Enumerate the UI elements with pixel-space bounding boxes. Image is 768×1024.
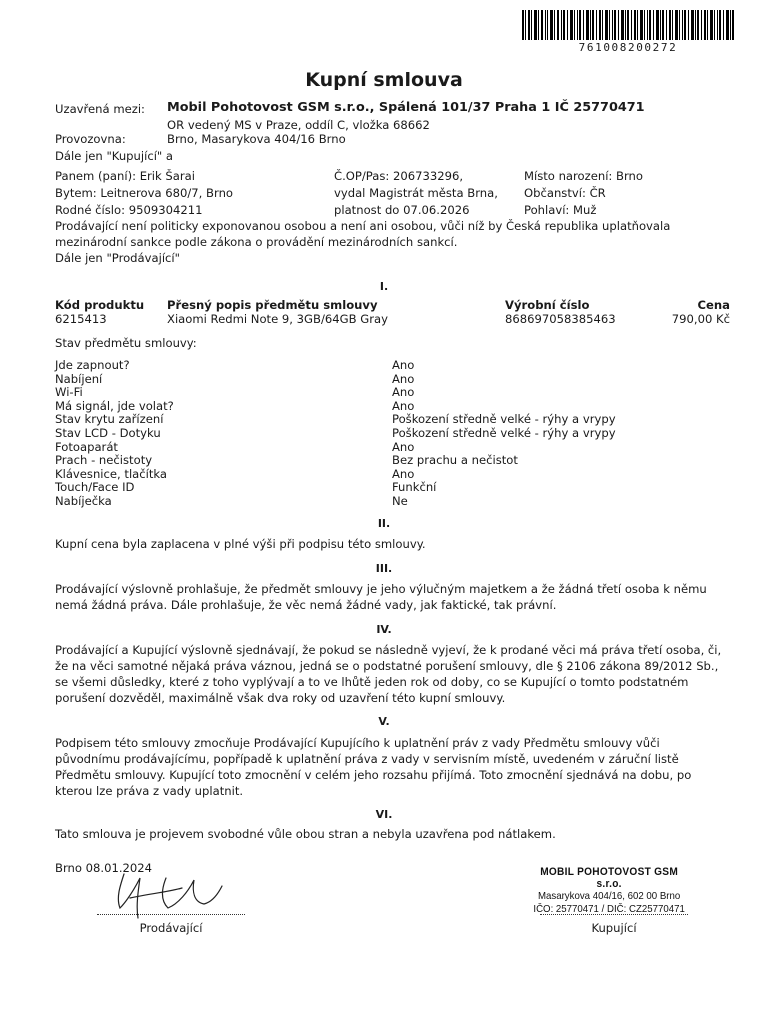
- seller-signature-line: [97, 914, 245, 915]
- condition-value: Ano: [392, 385, 415, 400]
- paragraph-6: Tato smlouva je projevem svobodné vůle obou stran a nebyla uzavřena pod nátlakem.: [55, 827, 556, 841]
- condition-label: Má signál, jde volat?: [55, 398, 174, 413]
- condition-row: [0, 454, 768, 468]
- seller-name: Panem (paní): Erik Šarai: [55, 169, 195, 183]
- political-declaration: Prodávající není politicky exponovanou osobou a není ani osobou, vůči níž by Česká republika uplatňovala mezinárodní sankce podle zákona o provádění mezinárodních sankcí.: [55, 219, 671, 249]
- condition-row: [0, 373, 768, 387]
- condition-label: Klávesnice, tlačítka: [55, 466, 168, 481]
- branch-value: Brno, Masarykova 404/16 Brno: [167, 132, 346, 146]
- seller-address: Bytem: Leitnerova 680/7, Brno: [55, 186, 234, 200]
- seller-signature: [108, 868, 243, 924]
- barcode: [522, 10, 734, 40]
- condition-label: Stav LCD - Dotyku: [55, 426, 161, 440]
- section-heading-6: VI.: [375, 808, 393, 821]
- place-date: Brno 08.01.2024: [55, 861, 153, 875]
- register-line: OR vedený MS v Praze, oddíl C, vložka 68662: [167, 118, 430, 132]
- section-heading-4: IV.: [376, 623, 392, 636]
- buyer-signature-line: [540, 914, 688, 915]
- seller-label: Prodávající: [139, 921, 203, 935]
- company-line: Mobil Pohotovost GSM s.r.o., Spálená 101/37 Praha 1 IČ 25770471: [167, 100, 645, 115]
- th-product-code: Kód produktu: [55, 298, 145, 312]
- condition-label: Nabíjení: [55, 371, 103, 386]
- paragraph-2: Kupní cena byla zaplacena v plné výši při podpisu této smlouvy.: [55, 537, 426, 551]
- stamp-company: MOBIL POHOTOVOST GSM s.r.o.: [540, 866, 679, 890]
- condition-value: Ano: [392, 358, 415, 372]
- seller-birth-number: Rodné číslo: 9509304211: [55, 203, 203, 217]
- condition-label: Fotoaparát: [55, 439, 118, 454]
- condition-value: Bez prachu a nečistot: [392, 453, 518, 468]
- td-description: Xiaomi Redmi Note 9, 3GB/64GB Gray: [167, 312, 388, 326]
- condition-value: Ano: [392, 371, 415, 386]
- condition-row: [0, 481, 768, 495]
- condition-row: [0, 495, 768, 509]
- section-heading-2: II.: [377, 517, 391, 530]
- paragraph-4: Prodávající a Kupující výslovně sjednávají, že pokud se následně vyjeví, že k prodané věci má práva třetí osoba, či, že na věci samotné nějaká práva váznou, jedná se o podstatné porušení smlouvy, dle § 2106 zákona 89/2012 Sb., se všemi důsledky, které z toho vyplývají a to ve lhůtě jeden rok od doby, co se Kupující o tomto podstatném porušení dozvěděl, maximálně však dva roky od uzavření této kupní smlouvy.: [55, 643, 722, 705]
- td-price: 790,00 Kč: [671, 312, 730, 326]
- condition-value: Ano: [392, 466, 415, 481]
- section-heading-5: V.: [378, 715, 390, 728]
- th-price: Cena: [697, 298, 730, 312]
- td-product-code: 6215413: [55, 312, 107, 326]
- company-stamp: [530, 866, 688, 916]
- paragraph-3: Prodávající výslovně prohlašuje, že předmět smlouvy je jeho výlučným majetkem a že žádná třetí osoba k němu nemá žádná práva. Dále prohlašuje, že věc nemá žádné vady, jak faktické, tak právní.: [55, 582, 707, 612]
- condition-row: [0, 441, 768, 455]
- stamp-ids: IČO: 25770471 / DIČ: CZ25770471: [533, 903, 685, 915]
- condition-label: Stav krytu zařízení: [55, 412, 164, 427]
- td-serial-number: 868697058385463: [505, 312, 616, 326]
- condition-row: [0, 413, 768, 427]
- condition-value: Ano: [392, 398, 415, 413]
- paragraph-5: Podpisem této smlouvy zmocňuje Prodávající Kupujícího k uplatnění práv z vady Předmětu smlouvy vůči původnímu prodávajícímu, popřípadě k uplatnění práva z vady v servisním místě, uvedeném v záruční listě Předmětu smlouvy. Kupující toto zmocnění v celém jeho rozsahu přijímá. Toto zmocnění sjednává na dobu, po kterou lze práva z vady uplatnit.: [55, 736, 692, 798]
- condition-value: Poškození středně velké - rýhy a vrypy: [392, 412, 616, 427]
- document-title: Kupní smlouva: [305, 69, 463, 91]
- condition-label: Jde zapnout?: [55, 358, 130, 372]
- condition-row: [0, 427, 768, 441]
- seller-note: Dále jen "Prodávající": [55, 251, 180, 265]
- condition-value: Poškození středně velké - rýhy a vrypy: [392, 426, 616, 440]
- section-heading-3: III.: [375, 562, 393, 575]
- condition-value: Ano: [392, 439, 415, 454]
- condition-row: [0, 359, 768, 373]
- condition-row: [0, 468, 768, 482]
- seller-valid-until: platnost do 07.06.2026: [334, 203, 470, 217]
- condition-title: Stav předmětu smlouvy:: [55, 336, 197, 350]
- condition-row: [0, 386, 768, 400]
- concluded-label: Uzavřená mezi:: [55, 102, 145, 116]
- condition-label: Nabíječka: [55, 494, 112, 508]
- seller-birth-place: Místo narození: Brno: [524, 169, 643, 183]
- seller-citizenship: Občanství: ČR: [524, 186, 606, 200]
- condition-label: Prach - nečistoty: [55, 453, 153, 468]
- seller-id-doc: Č.OP/Pas: 206733296,: [334, 169, 464, 183]
- buyer-note: Dále jen "Kupující" a: [55, 149, 174, 163]
- condition-label: Wi-Fi: [55, 385, 83, 400]
- branch-label: Provozovna:: [55, 132, 126, 146]
- buyer-label: Kupující: [591, 921, 637, 935]
- condition-value: Funkční: [392, 480, 437, 495]
- seller-issued-by: vydal Magistrát města Brna,: [334, 186, 498, 200]
- th-serial-number: Výrobní číslo: [505, 298, 590, 312]
- stamp-address: Masarykova 404/16, 602 00 Brno: [537, 890, 681, 902]
- barcode-number: 761008200272: [578, 41, 678, 54]
- condition-label: Touch/Face ID: [55, 480, 135, 495]
- th-description: Přesný popis předmětu smlouvy: [167, 298, 378, 312]
- condition-value: Ne: [392, 494, 408, 508]
- condition-row: [0, 400, 768, 414]
- section-heading-1: I.: [379, 280, 389, 293]
- seller-gender: Pohlaví: Muž: [524, 203, 597, 217]
